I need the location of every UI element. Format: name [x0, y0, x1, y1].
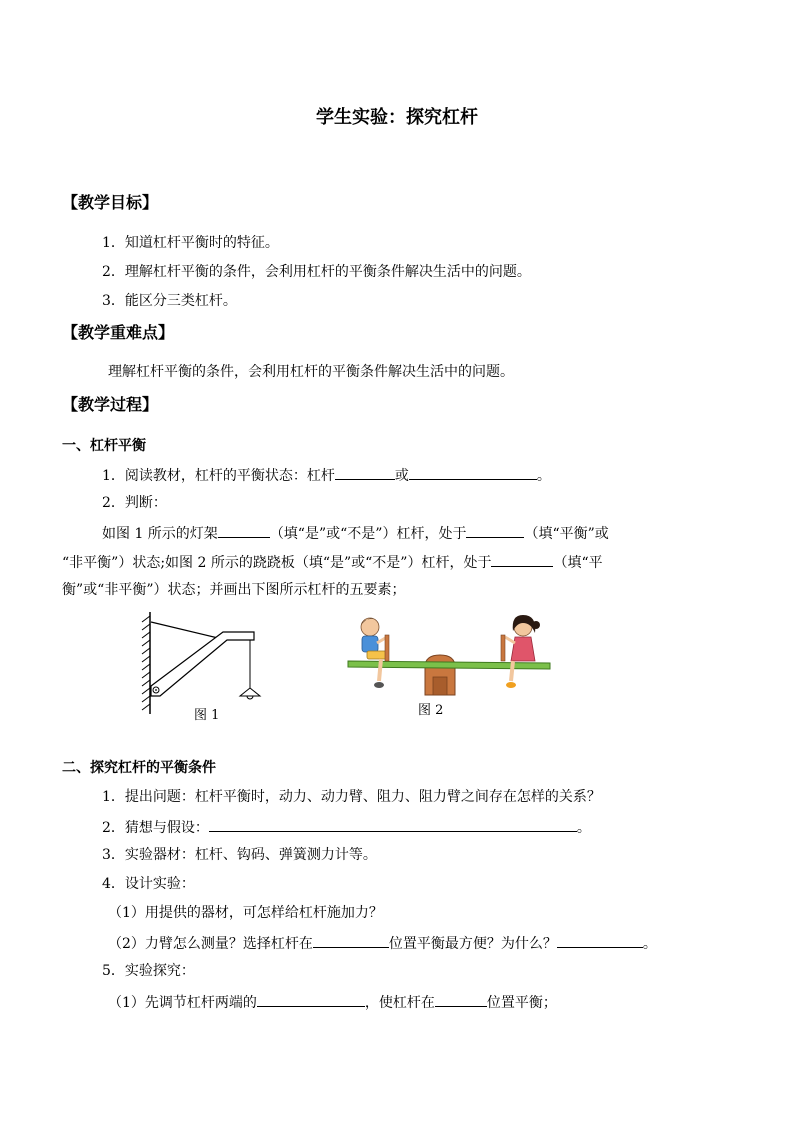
part1-q1-text-c: 。 [536, 468, 551, 484]
part2-heading: 二、探究杠杆的平衡条件 [62, 760, 216, 776]
girl-figure [501, 615, 540, 688]
key-points-text: 理解杠杆平衡的条件，会利用杠杆的平衡条件解决生活中的问题。 [108, 364, 514, 380]
objective-item-1: 1．知道杠杆平衡时的特征。 [102, 235, 279, 251]
part1-q2: 2．判断： [102, 495, 167, 511]
figure-2-caption: 图 2 [418, 703, 444, 718]
answer-blank[interactable] [557, 932, 643, 948]
lamp-shade [240, 688, 260, 696]
figure-1-lamp-bracket [138, 610, 273, 718]
part1-para-line3: 衡”或“非平衡”）状态；并画出下图所示杠杆的五要素； [62, 582, 406, 598]
para-text: （填“平衡”或 [524, 526, 609, 542]
q4-2-text-c: 。 [642, 936, 657, 952]
objective-item-2: 2．理解杠杆平衡的条件，会利用杠杆的平衡条件解决生活中的问题。 [102, 264, 531, 280]
objective-item-3: 3．能区分三类杠杆。 [102, 293, 237, 309]
para-text: （填“是”或“不是”）杠杆，处于 [269, 526, 467, 542]
q2-text-a: 2．猜想与假设： [102, 820, 209, 836]
para-text: 如图 1 所示的灯架 [102, 526, 218, 542]
q5-1-text-c: 位置平衡； [486, 995, 557, 1011]
answer-blank[interactable] [257, 991, 365, 1007]
q4-2-text-a: （2）力臂怎么测量？选择杠杆在 [108, 936, 313, 952]
answer-blank[interactable] [491, 551, 553, 567]
upper-support-line [151, 622, 218, 638]
part1-para-line2 [62, 551, 603, 573]
figure-2-seesaw [345, 605, 555, 700]
part2-q3: 3．实验器材：杠杆、钩码、弹簧测力计等。 [102, 847, 377, 863]
key-points-heading: 【教学重难点】 [62, 323, 175, 342]
answer-blank[interactable] [209, 816, 577, 832]
answer-blank[interactable] [466, 522, 524, 538]
part2-q4: 4．设计实验： [102, 876, 195, 892]
part1-heading: 一、杠杆平衡 [62, 438, 146, 454]
part2-q2 [102, 816, 591, 838]
q5-1-text-a: （1）先调节杠杆两端的 [108, 995, 257, 1011]
answer-blank[interactable] [335, 464, 395, 480]
bracket-arm [151, 632, 254, 696]
answer-blank[interactable] [313, 932, 389, 948]
part2-q1: 1．提出问题：杠杆平衡时，动力、动力臂、阻力、阻力臂之间存在怎样的关系？ [102, 789, 601, 805]
para-text: “非平衡”）状态;如图 2 所示的跷跷板（填“是”或“不是”）杠杆，处于 [62, 555, 492, 571]
boy-figure [361, 618, 389, 688]
objectives-heading: 【教学目标】 [62, 193, 159, 212]
part1-para-line1 [102, 522, 609, 544]
part1-q1-text-b: 或 [394, 468, 409, 484]
q2-text-b: 。 [576, 820, 591, 836]
part2-q4-1: （1）用提供的器材，可怎样给杠杆施加力？ [108, 905, 383, 921]
q4-2-text-b: 位置平衡最方便？为什么？ [388, 936, 557, 952]
answer-blank[interactable] [218, 522, 270, 538]
answer-blank[interactable] [435, 991, 487, 1007]
part1-q1-text-a: 1．阅读教材，杠杆的平衡状态：杠杆 [102, 468, 335, 484]
wall-hatch [142, 616, 150, 710]
part2-q4-2 [108, 932, 657, 954]
part2-q5-1 [108, 991, 557, 1013]
para-text: （填“平 [553, 555, 603, 571]
figure-1-caption: 图 1 [194, 708, 220, 723]
process-heading: 【教学过程】 [62, 395, 159, 414]
answer-blank[interactable] [409, 464, 537, 480]
q5-1-text-b: ，使杠杆在 [364, 995, 435, 1011]
part1-q1 [102, 464, 551, 486]
page-title: 学生实验：探究杠杆 [316, 107, 478, 128]
part2-q5: 5．实验探究： [102, 963, 195, 979]
